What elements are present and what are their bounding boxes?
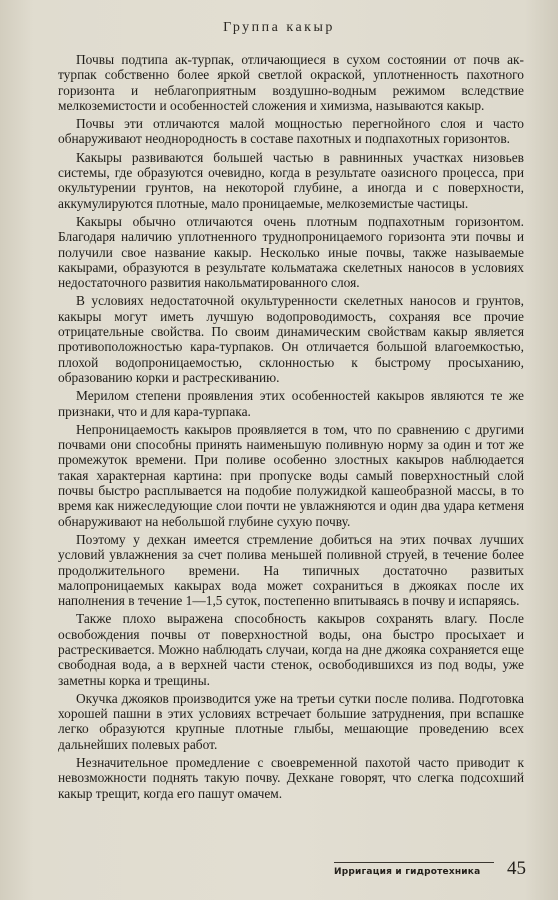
paragraph: Почвы эти отличаются малой мощностью перегнойного слоя и часто обнаруживают неоднородность в составе пахотных и подпахотных горизонтов.: [58, 116, 524, 147]
paragraph: Какыры развиваются большей частью в равнинных участках низовьев системы, где образуются очевидно, когда в результате оазисного процесса, при окультурении грунтов, на некоторой глубине, а иногда и с поверхности, аккумулируются плотные, мало проницаемые, мелкоземистые частицы.: [58, 149, 524, 211]
section-title: Группа какыр: [223, 20, 335, 35]
page-number: 45: [507, 858, 526, 879]
paragraph: Мерилом степени проявления этих особенностей какыров являются те же признаки, что и для кара-турпака.: [58, 388, 524, 419]
paragraph: Окучка джояков производится уже на третьи сутки после полива. Подготовка хорошей пашни в этих условиях встречает большие затруднения, при вспашке легко образуются крупные плотные глыбы, мешающие проведению всех дальнейших полевых работ.: [58, 690, 524, 752]
paragraph: Почвы подтипа ак-турпак, отличающиеся в сухом состоянии от почв ак-турпак собственно более яркой светлой окраской, уплотненность пахотного горизонта и неблагоприятным воздушно-водным режимом вследствие мелкоземистости и особенностей сложения и химизма, называются какыр.: [58, 52, 524, 113]
paragraph: Поэтому у дехкан имеется стремление добиться на этих почвах лучших условий увлажнения за счет полива меньшей поливной струей, в течение более продолжительного времени. На типичных достаточно развитых малопроницаемых какырах вода может сохраниться в джояках после их наполнения в течение 1—1,5 суток, постепенно впитываясь в почву и испаряясь.: [58, 531, 524, 609]
paragraph: Незначительное промедление с своевременной пахотой часто приводит к невозможности поднять такую почву. Дехкане говорят, что слегка подсохший какыр трещит, когда его пашут омачем.: [58, 755, 524, 801]
paragraph: Непроницаемость какыров проявляется в том, что по сравнению с другими почвами они способны принять наименьшую поливную норму за один и тот же промежуток времени. При поливе особенно злостных какыров наблюдается такая характерная картина: при пропуске воды самый поверхностный слой почвы быстро расплывается на подобие полужидкой кашеобразной массы, в то время как нижеследующие слои почти не увлажняются и один два удара кетменя обнаруживают на небольшой глубине сухую почву.: [58, 421, 524, 529]
page-footer: [320, 858, 526, 882]
paragraph: Также плохо выражена способность какыров сохранять влагу. После освобождения почвы от поверхностной воды, она быстро просыхает и растрескивается. Можно наблюдать случаи, когда на дне джояка сохраняется еще свободная вода, а в верхней части стенок, освободившихся из под воды, уже заметны корка и трещины.: [58, 611, 524, 688]
paragraph: В условиях недостаточной окультуренности скелетных наносов и грунтов, какыры могут иметь лучшую водопроводимость, сохраняя все прочие отрицательные свойства. По своим динамическим свойствам какыр является противоположностью кара-турпаков. Он отличается большой влагоемкостью, плохой водопроницаемостью, склонностью к быстрому просыханию, образованию корки и растрескиванию.: [58, 293, 524, 385]
footer-rule: [334, 862, 494, 863]
article-body: [58, 52, 524, 804]
paragraph: Какыры обычно отличаются очень плотным подпахотным горизонтом. Благодаря наличию уплотненного труднопроницаемого горизонта эти почвы и получили свое название какыр. Несколько иные почвы, также называемые какырами, образуются в результате кольматажа скелетных наносов в условиях недостаточного развития накольматированного слоя.: [58, 213, 524, 291]
journal-name: Ирригация и гидротехника: [334, 867, 481, 877]
